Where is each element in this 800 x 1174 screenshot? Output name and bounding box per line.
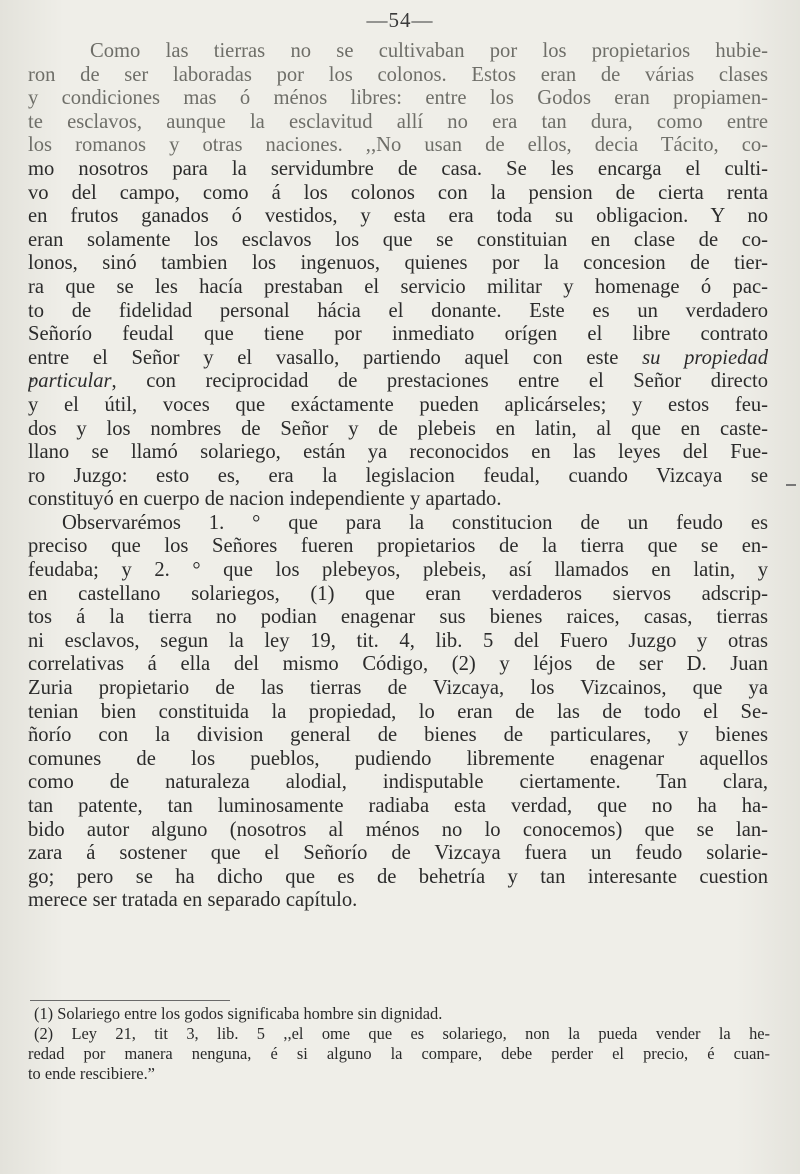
text-line: to de fidelidad personal hácia el donante. Este es un verdadero — [28, 299, 768, 322]
text-line: tenian bien constituida la propiedad, lo eran de las de todo el Se- — [28, 700, 768, 723]
footnotes — [28, 1004, 770, 1084]
text-line: bido autor alguno (nosotros al ménos no lo conocemos) que se lan- — [28, 818, 768, 841]
text-line: correlativas á ella del mismo Código, (2) y léjos de ser D. Juan — [28, 653, 768, 676]
text-line: y condiciones mas ó ménos libres: entre los Godos eran propiamen- — [28, 87, 768, 110]
margin-dash — [786, 484, 796, 486]
text-line: entre el Señor y el vasallo, partiendo aquel con este su propiedad — [28, 346, 768, 369]
text-line: en frutos ganados ó vestidos, y esta era toda su obligacion. Y no — [28, 205, 768, 228]
text-line: comunes de los pueblos, pudiendo libremente enagenar aquellos — [28, 747, 768, 770]
footnote-line: redad por manera nenguna, é si alguno la compare, debe perder el precio, é cuan- — [28, 1044, 770, 1063]
text-line: te esclavos, aunque la esclavitud allí no era tan dura, como entre — [28, 110, 768, 133]
text-line: feudaba; y 2. ° que los plebeyos, plebeis, así llamados en latin, y — [28, 559, 768, 582]
text-line: go; pero se ha dicho que es de behetría y tan interesante cuestion — [28, 865, 768, 888]
text-line: tos á la tierra no podian enagenar sus bienes raices, casas, tierras — [28, 606, 768, 629]
text-line: zara á sostener que el Señorío de Vizcaya fuera un feudo solarie- — [28, 842, 768, 865]
text-line: Señorío feudal que tiene por inmediato orígen el libre contrato — [28, 323, 768, 346]
text-line: vo del campo, como á los colonos con la pension de cierta renta — [28, 181, 768, 204]
page-number: —54— — [366, 8, 434, 32]
body-text — [28, 40, 768, 913]
footnote-line: (2) Ley 21, tit 3, lib. 5 ,,el ome que es solariego, non la pueda vender la he- — [34, 1024, 770, 1043]
text-line: en castellano solariegos, (1) que eran verdaderos siervos adscrip- — [28, 582, 768, 605]
footnote-rule — [30, 1000, 230, 1001]
text-line: dos y los nombres de Señor y de plebeis en latin, al que en caste- — [28, 417, 768, 440]
text-line: ni esclavos, segun la ley 19, tit. 4, lib. 5 del Fuero Juzgo y otras — [28, 629, 768, 652]
text-line: como de naturaleza alodial, indisputable ciertamente. Tan clara, — [28, 771, 768, 794]
text-line: los romanos y otras naciones. ,,No usan de ellos, decia Tácito, co- — [28, 134, 768, 157]
text-line: merece ser tratada en separado capítulo. — [28, 889, 358, 912]
emphasis-text: particular — [28, 370, 112, 393]
text-line: mo nosotros para la servidumbre de casa. Se les encarga el culti- — [28, 157, 768, 180]
text-line: y el útil, voces que exáctamente pueden aplicárseles; y estos feu- — [28, 393, 768, 416]
text-line: lonos, sinó tambien los ingenuos, quienes por la concesion de tier- — [28, 252, 768, 275]
text-line: ñorío con la division general de bienes de particulares, y bienes — [28, 724, 768, 747]
text-line: Zuria propietario de las tierras de Vizcaya, los Vizcainos, que ya — [28, 677, 768, 700]
text-line: ro Juzgo: esto es, era la legislacion feudal, cuando Vizcaya se — [28, 464, 768, 487]
text-line: Como las tierras no se cultivaban por los propietarios hubie- — [90, 40, 768, 62]
text-line: ron de ser laboradas por los colonos. Estos eran de várias clases — [28, 63, 768, 86]
emphasis-text: su propiedad — [642, 346, 768, 369]
text-line: particular, con reciprocidad de prestaciones entre el Señor directo — [28, 370, 768, 393]
text-line: Observarémos 1. ° que para la constitucion de un feudo es — [62, 511, 768, 534]
text-line: llano se llamó solariego, están ya reconocidos en las leyes del Fue- — [28, 441, 768, 464]
text-line: tan patente, tan luminosamente radiaba esta verdad, que no ha ha- — [28, 795, 768, 817]
footnote-line: (1) Solariego entre los godos significaba hombre sin dignidad. — [34, 1004, 443, 1023]
text-line: constituyó en cuerpo de nacion independiente y apartado. — [28, 488, 502, 511]
footnote-line: to ende rescibiere.” — [28, 1064, 155, 1083]
text-line: ra que se les hacía prestaban el servicio militar y homenage ó pac- — [28, 275, 768, 298]
text-line: eran solamente los esclavos los que se constituian en clase de co- — [28, 228, 768, 251]
text-line: preciso que los Señores fueren propietarios de la tierra que se en- — [28, 535, 768, 558]
